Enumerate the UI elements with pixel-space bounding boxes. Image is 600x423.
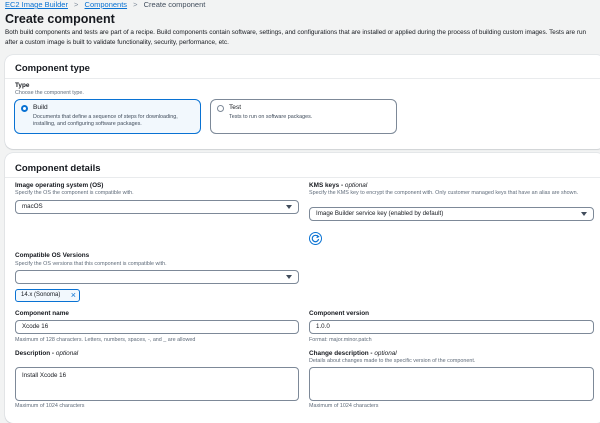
breadcrumb-current: Create component (143, 0, 206, 9)
os-select[interactable] (15, 200, 299, 214)
breadcrumb-ec2-image-builder[interactable]: EC2 Image Builder (5, 0, 68, 9)
token-label: 14.x (Sonoma) (21, 292, 61, 298)
chevron-right-icon: > (133, 0, 138, 9)
component-details-heading: Component details (15, 163, 101, 174)
option-description: Documents that define a sequence of steps for downloading, installing, and configuring software packages. (33, 114, 178, 127)
change-description-label: Change description - optional (309, 350, 397, 357)
component-version-value: 1.0.0 (316, 323, 330, 330)
breadcrumb-components[interactable]: Components (84, 0, 128, 9)
change-description-textarea[interactable] (309, 367, 594, 401)
refresh-icon[interactable] (309, 232, 322, 245)
description-label: Description - optional (15, 350, 79, 357)
compatible-os-hint: Specify the OS versions that this component is compatible with. (15, 261, 167, 267)
page-title: Create component (5, 12, 115, 26)
chevron-right-icon: > (74, 0, 79, 9)
close-icon[interactable]: × (70, 290, 76, 300)
component-name-label: Component name (15, 310, 69, 317)
compatible-os-select[interactable] (15, 270, 299, 284)
description-textarea[interactable] (15, 367, 299, 401)
kms-select[interactable] (309, 207, 594, 221)
component-version-hint: Format: major.minor.patch (309, 337, 372, 343)
description-label-text: Description (15, 350, 51, 357)
compatible-os-label: Compatible OS Versions (15, 252, 90, 259)
change-description-hint: Details about changes made to the specific version of the component. (309, 358, 476, 364)
option-title: Test (229, 104, 242, 111)
component-name-value: Xcode 16 (22, 323, 49, 330)
description-hint: Maximum of 1024 characters (15, 403, 85, 409)
optional-tag: optional (374, 350, 397, 357)
caret-down-icon (581, 212, 587, 216)
kms-hint: Specify the KMS key to encrypt the component with. Only customer managed keys that have an alias are shown. (309, 190, 579, 196)
component-type-heading: Component type (15, 63, 90, 74)
caret-down-icon (286, 205, 292, 209)
component-version-label: Component version (309, 310, 370, 317)
radio-unselected-icon[interactable] (217, 105, 224, 112)
type-label: Type (15, 82, 30, 89)
os-hint: Specify the OS the component is compatible with. (15, 190, 134, 196)
component-type-panel (5, 55, 600, 149)
divider (5, 177, 600, 178)
os-label: Image operating system (OS) (15, 182, 104, 189)
kms-label-text: KMS keys (309, 182, 340, 189)
kms-select-value: Image Builder service key (enabled by default) (316, 210, 444, 217)
change-description-footer: Maximum of 1024 characters (309, 403, 379, 409)
type-hint: Choose the component type. (15, 90, 84, 96)
os-select-value: macOS (22, 203, 43, 210)
divider (5, 78, 600, 79)
optional-tag: optional (55, 350, 79, 357)
radio-selected-icon[interactable] (21, 105, 28, 112)
type-option-build[interactable] (14, 99, 201, 134)
os-version-token (15, 289, 80, 302)
option-title: Build (33, 104, 48, 111)
caret-down-icon (286, 275, 292, 279)
type-option-test[interactable] (210, 99, 397, 134)
component-version-input[interactable] (309, 320, 594, 334)
option-description: Tests to run on software packages. (229, 114, 313, 120)
description-value: Install Xcode 16 (22, 372, 67, 379)
breadcrumb (5, 0, 205, 9)
optional-tag: optional (344, 182, 368, 189)
change-description-label-text: Change description (309, 350, 369, 357)
kms-label: KMS keys - optional (309, 182, 368, 189)
component-name-hint: Maximum of 128 characters. Letters, numbers, spaces, -, and _ are allowed (15, 337, 196, 343)
page-description: Both build components and tests are part of a recipe. Build components contain software, settings, and configurations that are installed or applied during the process of building custom images. Tests are run after a custom image is built to validate functionality, security, performance, etc. (5, 29, 587, 46)
component-name-input[interactable] (15, 320, 299, 334)
